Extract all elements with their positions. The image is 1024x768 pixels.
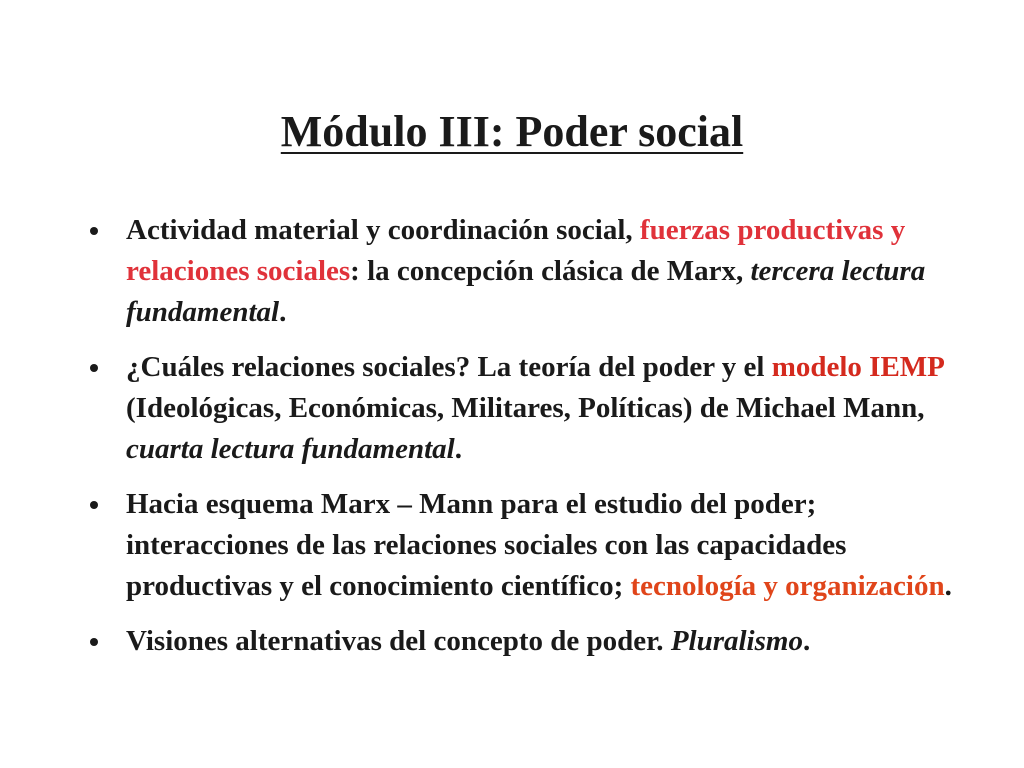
slide-title [0,104,1024,160]
bullet-1-after: : la concepción clásica de Marx, [350,255,751,287]
bullet-item-1 [84,210,954,333]
bullet-dot-icon [90,227,98,235]
bullet-dot-icon [90,638,98,646]
bullet-dot-icon [90,501,98,509]
bullet-4-italic: Pluralismo [670,625,803,657]
bullet-2-italic: cuarta lectura fundamental [126,433,455,465]
bullet-list [84,210,954,676]
bullet-2-highlight: modelo IEMP [771,351,944,383]
slide-title-text: Módulo III: Poder social [280,107,744,156]
bullet-2-end: . [454,433,462,465]
bullet-item-4 [84,621,954,662]
bullet-3-highlight: tecnología y organización [630,570,945,602]
bullet-2-after: (Ideológicas, Económicas, Militares, Políticas) de Michael Mann, [126,392,925,424]
bullet-1-end: . [279,296,287,328]
bullet-3-end: . [944,570,952,602]
bullet-4-end: . [802,625,811,657]
bullet-3-lead: Hacia esquema Marx – Mann para el estudio del poder; interacciones de las relaciones sociales con las capacidades productivas y el conocimiento científico; [126,488,847,602]
bullet-item-3 [84,484,954,607]
bullet-4-lead: Visiones alternativas del concepto de poder. [126,625,671,657]
bullet-1-highlight: fuerzas productivas y relaciones sociales [126,214,906,287]
bullet-dot-icon [90,364,98,372]
bullet-item-2 [84,347,954,470]
bullet-1-italic: tercera lectura fundamental [126,255,926,328]
bullet-2-lead: ¿Cuáles relaciones sociales? La teoría del poder y el [126,351,772,383]
bullet-1-lead: Actividad material y coordinación social, [126,214,640,246]
